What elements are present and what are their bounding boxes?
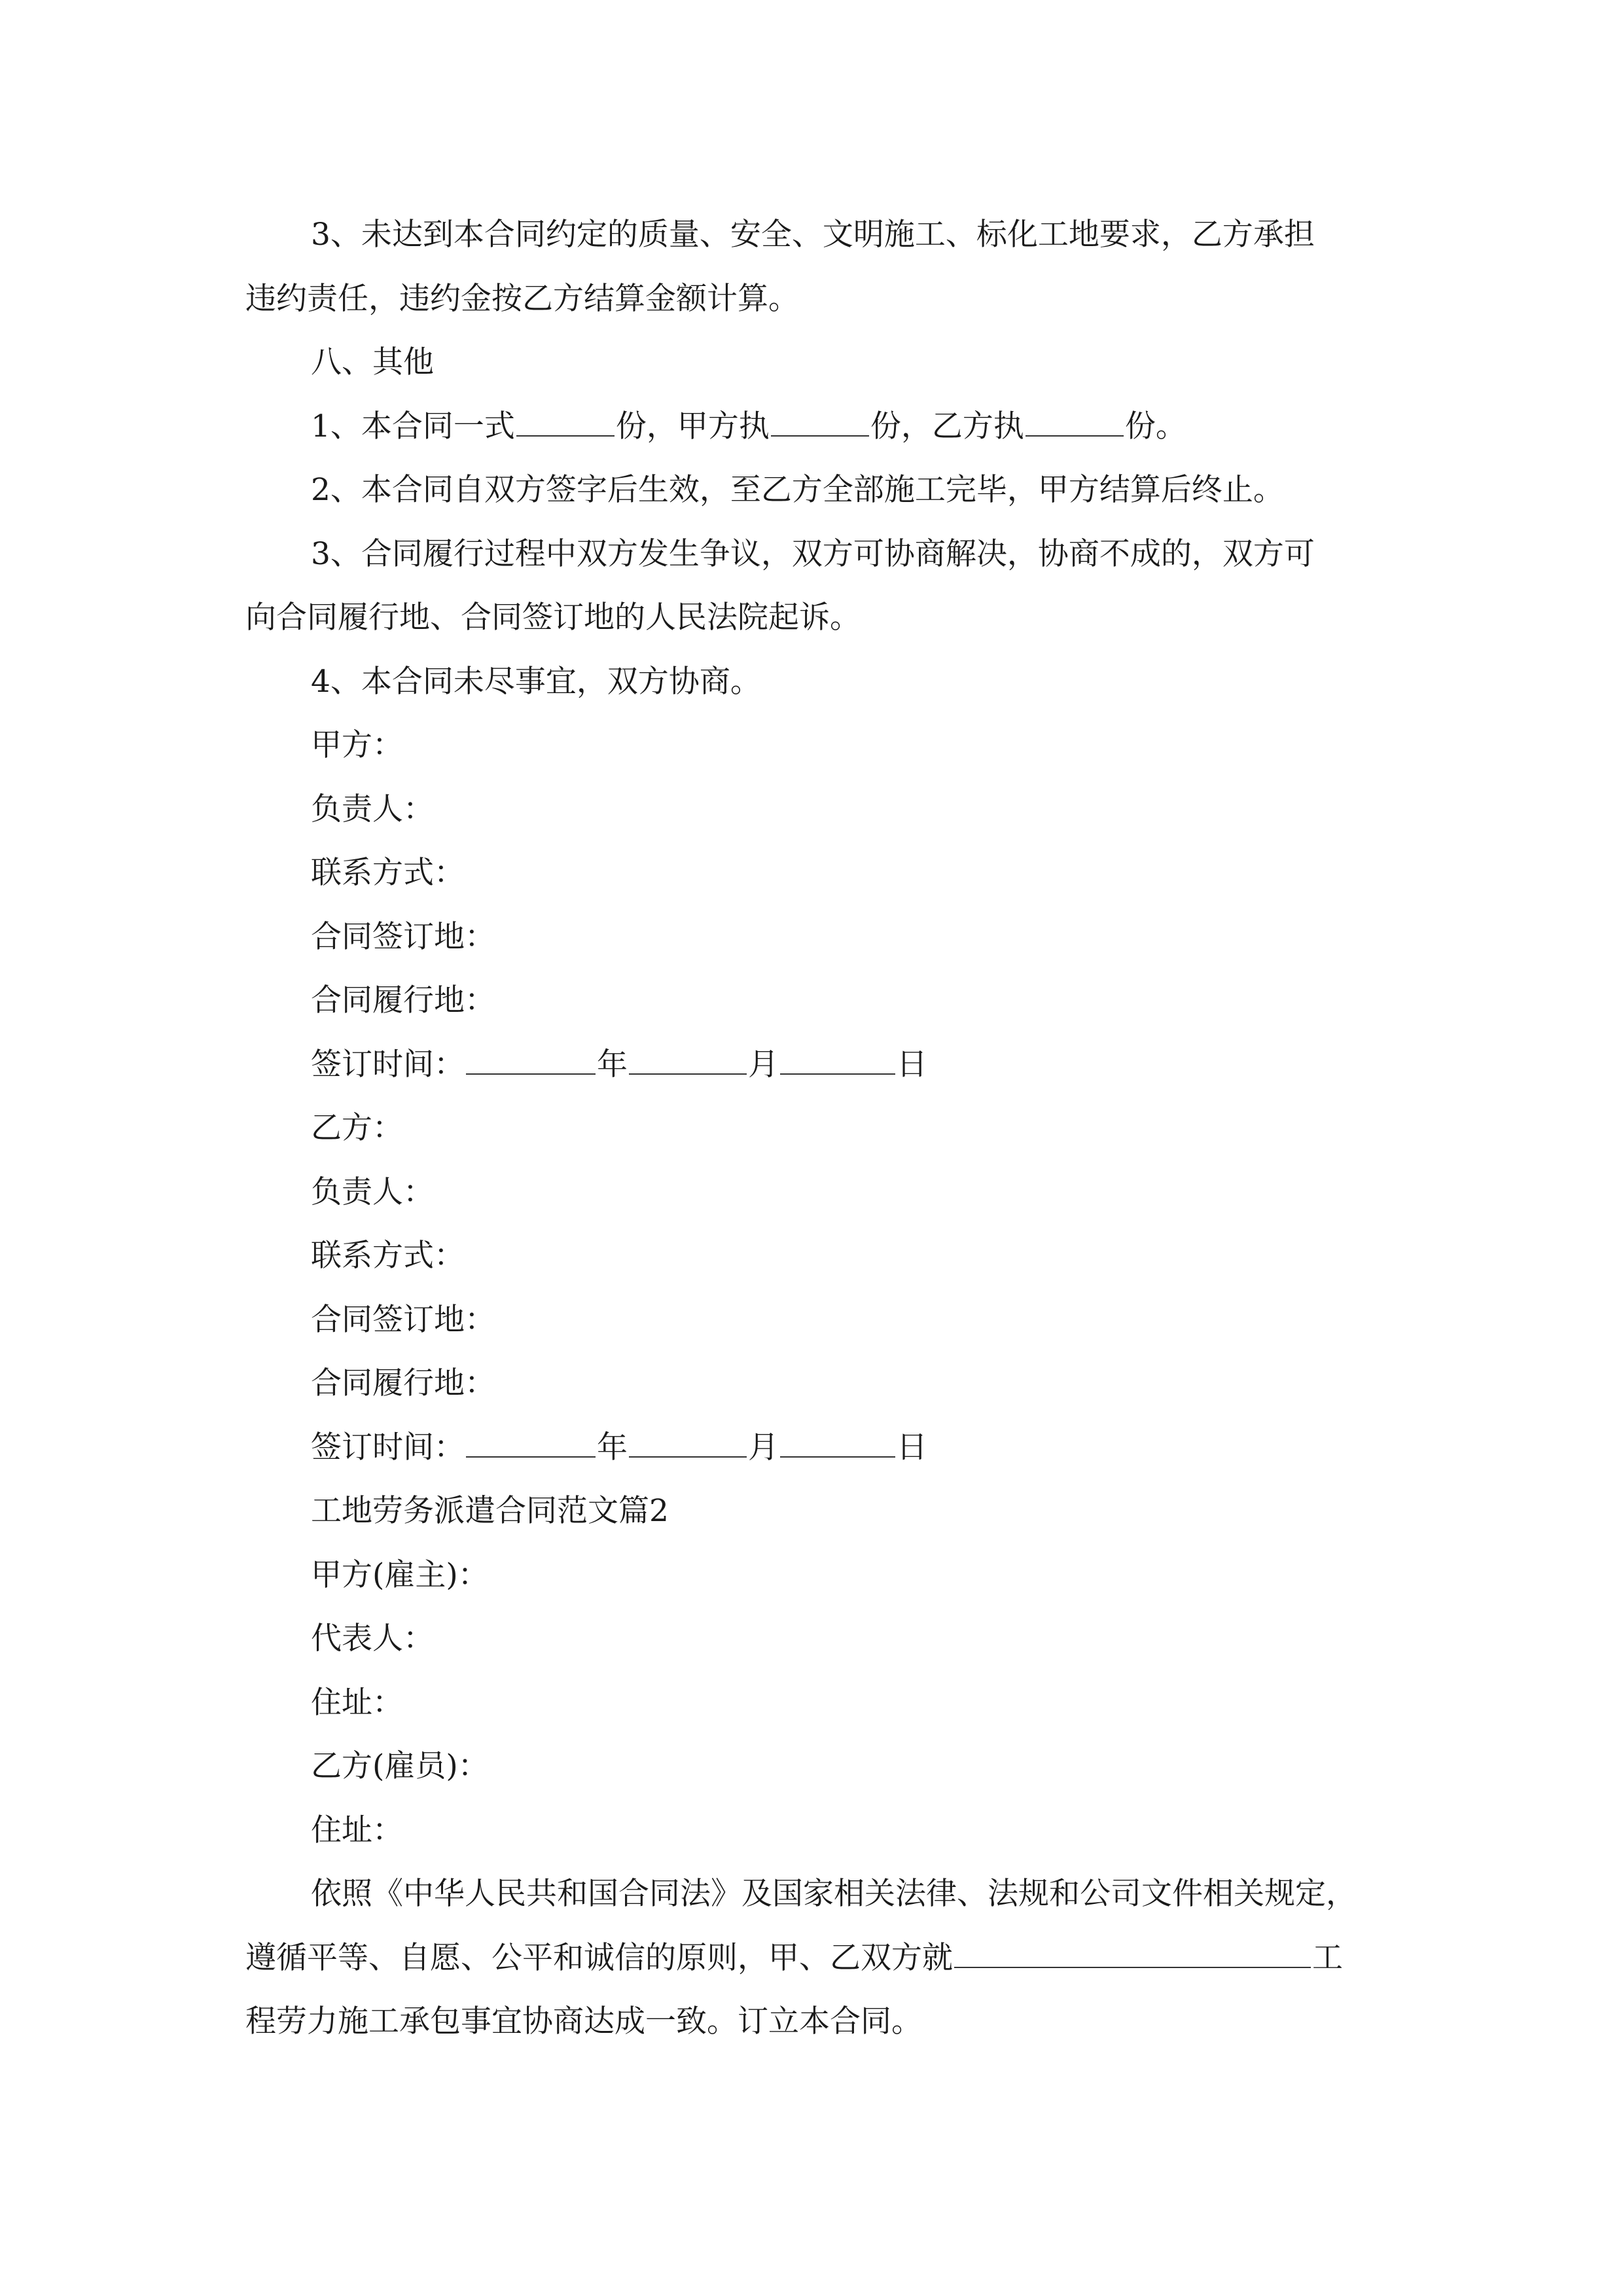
- blank-day: [780, 1426, 895, 1458]
- year-label: 年: [597, 1429, 628, 1465]
- clause-text: 1、本合同一式: [311, 408, 515, 444]
- clause-line: 向合同履行地、合同签订地的人民法院起诉。: [245, 600, 861, 636]
- party-a-person: 负责人：: [311, 791, 434, 827]
- clause-text: 份。: [1124, 408, 1186, 444]
- party-b-label: 乙方：: [311, 1110, 403, 1146]
- section-heading: 八、其他: [311, 344, 434, 380]
- blank-project-name: [954, 1937, 1311, 1968]
- clause-line: 3、合同履行过程中双方发生争议，双方可协商解决，协商不成的，双方可: [311, 535, 1315, 572]
- day-label: 日: [897, 1046, 927, 1083]
- paragraph-line: 违约责任，违约金按乙方结算金额计算。: [245, 280, 799, 317]
- blank-month: [629, 1043, 747, 1075]
- employee-address-label: 住址：: [311, 1812, 403, 1848]
- clause-line: 4、本合同未尽事宜，双方协商。: [311, 663, 761, 700]
- month-label: 月: [748, 1429, 779, 1465]
- month-label: 月: [748, 1046, 779, 1083]
- party-a-sign-time: [245, 1033, 1378, 1097]
- employee-label: 乙方(雇员)：: [311, 1748, 489, 1784]
- blank-day: [780, 1043, 895, 1075]
- paragraph-line: 3、未达到本合同约定的质量、安全、文明施工、标化工地要求，乙方承担: [311, 217, 1315, 253]
- paragraph-text: 工: [1312, 1939, 1343, 1976]
- party-a-contact: 联系方式：: [311, 855, 465, 891]
- clause-line: 2、本合同自双方签字后生效，至乙方全部施工完毕，甲方结算后终止。: [311, 472, 1284, 508]
- paragraph-line: 程劳力施工承包事宜协商达成一致。订立本合同。: [245, 2003, 922, 2039]
- blank-party-b-copies: [1026, 405, 1124, 437]
- year-label: 年: [597, 1046, 628, 1083]
- clause-text: 份，甲方执: [615, 408, 770, 444]
- employer-label: 甲方(雇主)：: [311, 1556, 489, 1593]
- document-body: [245, 203, 1378, 2054]
- party-a-label: 甲方：: [311, 727, 403, 763]
- paragraph-line: [245, 1926, 1378, 1990]
- employer-address-label: 住址：: [311, 1684, 403, 1721]
- sign-time-label: 签订时间：: [311, 1046, 465, 1083]
- party-b-person: 负责人：: [311, 1174, 434, 1210]
- clause-copies: [245, 395, 1378, 459]
- blank-month: [629, 1426, 747, 1458]
- sign-time-label: 签订时间：: [311, 1429, 465, 1465]
- party-a-sign-place: 合同签订地：: [311, 918, 495, 955]
- blank-year: [466, 1043, 596, 1075]
- party-b-sign-time: [245, 1416, 1378, 1480]
- article-title: 工地劳务派遣合同范文篇2: [311, 1493, 669, 1529]
- blank-total-copies: [516, 405, 615, 437]
- party-b-perform-place: 合同履行地：: [311, 1365, 495, 1401]
- party-b-contact: 联系方式：: [311, 1238, 465, 1274]
- blank-party-a-copies: [771, 405, 869, 437]
- paragraph-text: 遵循平等、自愿、公平和诚信的原则，甲、乙双方就: [245, 1939, 953, 1976]
- party-b-sign-place: 合同签订地：: [311, 1301, 495, 1338]
- clause-text: 份，乙方执: [870, 408, 1024, 444]
- blank-year: [466, 1426, 596, 1458]
- paragraph-line: 依照《中华人民共和国合同法》及国家相关法律、法规和公司文件相关规定，: [311, 1876, 1357, 1912]
- party-a-perform-place: 合同履行地：: [311, 982, 495, 1018]
- day-label: 日: [897, 1429, 927, 1465]
- representative-label: 代表人：: [311, 1621, 434, 1657]
